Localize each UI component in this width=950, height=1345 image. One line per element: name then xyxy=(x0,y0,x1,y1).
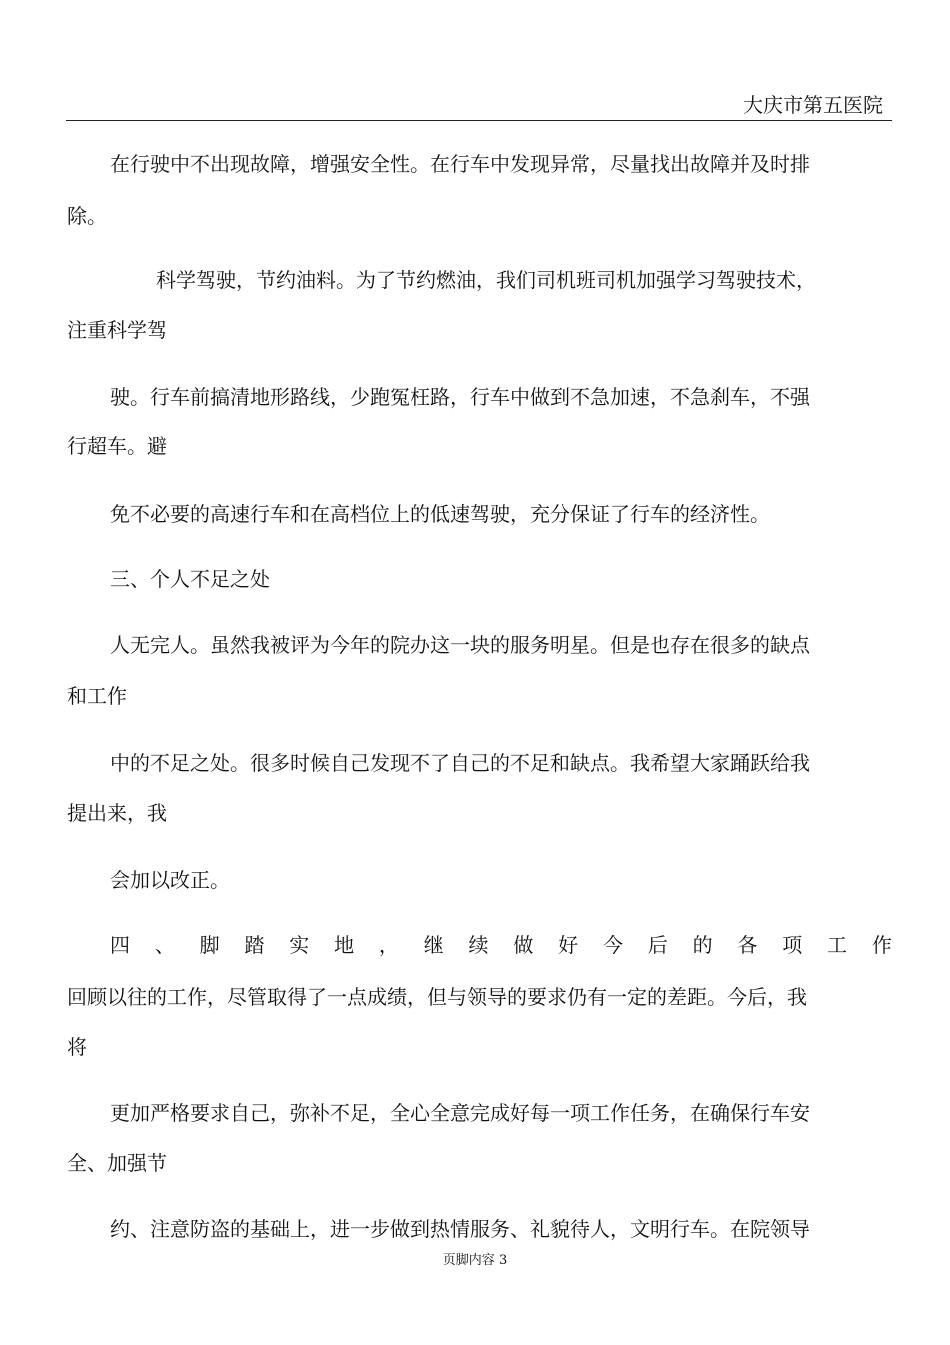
paragraph-line: 全、加强节 xyxy=(67,1151,167,1175)
paragraph-line: 除。 xyxy=(67,204,107,228)
paragraph-line: 会加以改正。 xyxy=(110,868,230,892)
paragraph-line: 回顾以往的工作，尽管取得了一点成绩，但与领导的要求仍有一定的差距。今后，我 xyxy=(67,985,807,1009)
heading-char: 四 xyxy=(110,933,130,957)
paragraph-line: 将 xyxy=(67,1035,87,1059)
header-title: 大庆市第五医院 xyxy=(743,93,883,117)
heading-char: 项 xyxy=(782,933,803,957)
heading-char: 续 xyxy=(468,933,489,957)
heading-char: 各 xyxy=(737,933,758,957)
paragraph-line: 驶。行车前搞清地形路线，少跑冤枉路，行车中做到不急加速，不急刹车，不强 xyxy=(110,385,810,409)
heading-char: 工 xyxy=(827,933,847,957)
heading-char: 好 xyxy=(558,933,579,957)
heading-char: 继 xyxy=(423,933,444,957)
heading-char: ， xyxy=(378,933,399,957)
paragraph-line: 注重科学驾 xyxy=(67,318,167,342)
paragraph-line: 免不必要的高速行车和在高档位上的低速驾驶，充分保证了行车的经济性。 xyxy=(110,502,770,526)
page-number: 3 xyxy=(498,1253,508,1268)
heading-char: 今 xyxy=(602,933,623,957)
heading-char: 脚 xyxy=(199,933,220,957)
page-footer xyxy=(0,1249,950,1268)
heading-char: 踏 xyxy=(244,933,265,957)
section-heading: 三、个人不足之处 xyxy=(110,567,270,591)
section-heading-spread xyxy=(110,933,892,957)
heading-char: 实 xyxy=(289,933,310,957)
paragraph-line: 科学驾驶，节约油料。为了节约燃油，我们司机班司机加强学习驾驶技术， xyxy=(156,268,816,292)
header-divider xyxy=(66,120,892,121)
paragraph-line: 和工作 xyxy=(67,684,127,708)
heading-char: 后 xyxy=(647,933,668,957)
paragraph-line: 约、注意防盗的基础上，进一步做到热情服务、礼貌待人，文明行车。在院领导 xyxy=(110,1217,810,1241)
heading-char: 的 xyxy=(692,933,713,957)
paragraph-line: 中的不足之处。很多时候自己发现不了自己的不足和缺点。我希望大家踊跃给我 xyxy=(110,751,810,775)
paragraph-line: 人无完人。虽然我被评为今年的院办这一块的服务明星。但是也存在很多的缺点 xyxy=(110,633,810,657)
paragraph-line: 行超车。避 xyxy=(67,434,167,458)
heading-char: 地 xyxy=(334,933,355,957)
heading-char: 作 xyxy=(871,933,892,957)
heading-char: 、 xyxy=(154,933,175,957)
heading-char: 做 xyxy=(513,933,534,957)
paragraph-line: 在行驶中不出现故障，增强安全性。在行车中发现异常，尽量找出故障并及时排 xyxy=(110,152,810,176)
paragraph-line: 更加严格要求自己，弥补不足，全心全意完成好每一项工作任务，在确保行车安 xyxy=(110,1101,810,1125)
footer-label: 页脚内容 xyxy=(442,1253,495,1268)
paragraph-line: 提出来，我 xyxy=(67,801,167,825)
